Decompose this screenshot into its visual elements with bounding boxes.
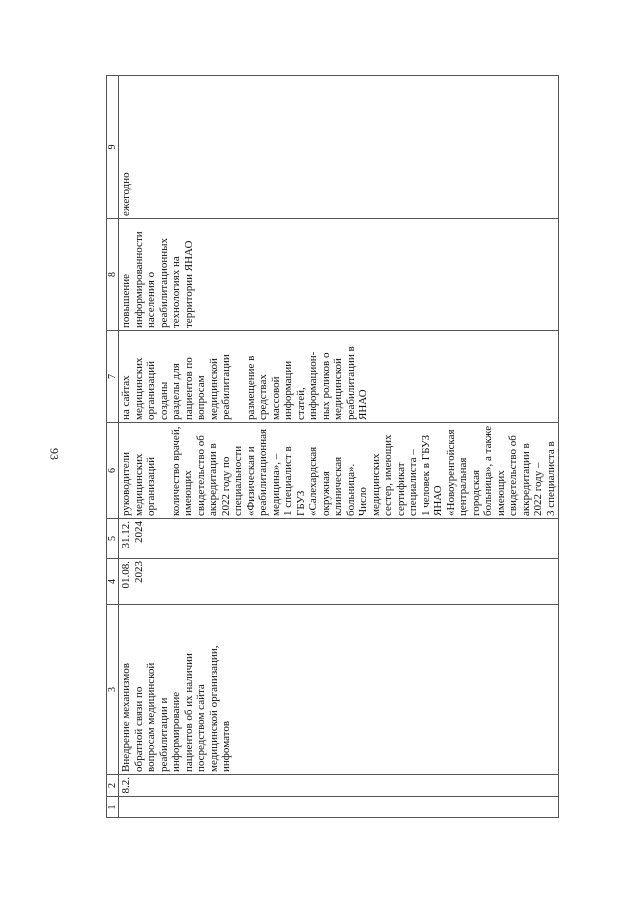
frequency-cell: ежегодно [119, 76, 559, 219]
header-col-8: 8 [107, 219, 119, 331]
header-col-4: 4 [107, 559, 119, 605]
rotated-table-container [106, 76, 557, 818]
cell-col-1 [119, 797, 559, 818]
header-col-7: 7 [107, 331, 119, 423]
responsible-cell [119, 423, 559, 519]
table-row [119, 76, 559, 818]
header-col-1: 1 [107, 797, 119, 818]
goal-cell: повышение информированности населения о реабилитационных технологиях на территории ЯНАО [119, 219, 559, 331]
result-cell [119, 331, 559, 423]
page-number: 93 [47, 448, 62, 460]
responsible-text: руководители медицинских организаций [120, 452, 157, 516]
end-date-cell: 31.12. 2024 [119, 519, 559, 559]
row-number-cell: 8.2. [119, 775, 559, 797]
specialists-count-text: количество врачей, имеющих свидетельство об аккредитации в 2022 году по специальности «Физическая и реабилитационная медицина», – 1 специалист в ГБУЗ «Салехардская окружная клиническая больница». Число медицинских сестер, имеющих сертификат специалиста – 1 человек в ГБУЗ ЯНАО «Новоуренгойская центральная городская больница», а также имеющих свидетельство об аккредитации в 2022 году – 3 специалиста в [169, 425, 557, 516]
header-col-3: 3 [107, 605, 119, 775]
header-row [107, 76, 119, 818]
plan-table [106, 75, 559, 818]
header-col-6: 6 [107, 423, 119, 519]
measure-name-cell: Внедрение механизмов обратной связи по вопросам медицинской реабилитации и информирование пациентов об их наличии посредством сайта медицинской организации, инфоматов [119, 605, 559, 775]
header-col-2: 2 [107, 775, 119, 797]
header-col-5: 5 [107, 519, 119, 559]
start-date-cell: 01.08. 2023 [119, 559, 559, 605]
result-text-websites: на сайтах медицинских организаций созданы разделы для пациентов по вопросам медицинской реабилитации [120, 354, 232, 420]
result-text-media: размещение в средствах массовой информации статей, информацион- ных роликов о медицинской реабилитации в ЯНАО [244, 346, 369, 420]
header-col-9: 9 [107, 76, 119, 219]
table-viewport [106, 76, 557, 818]
